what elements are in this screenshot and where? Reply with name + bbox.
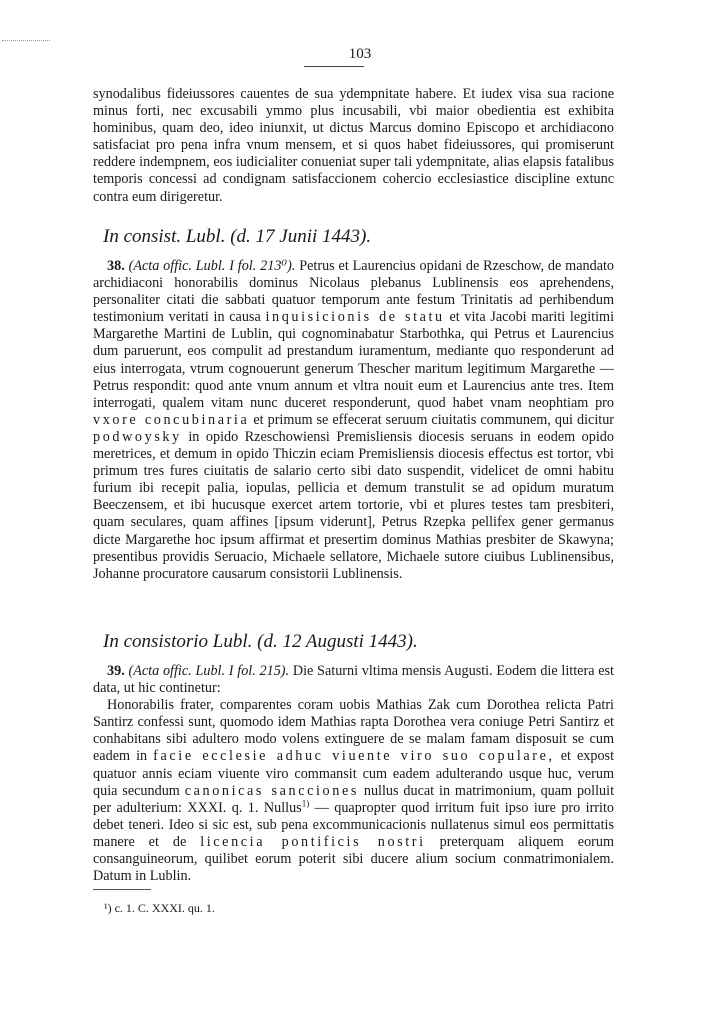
entry-38-source: (Acta offic. Lubl. I fol. 213⁰).: [128, 258, 296, 274]
entry-39: [93, 663, 614, 885]
continued-paragraph-text: synodalibus fideiussores cauentes de sua ydempnitate habere. Et iudex visa sua racione minus forti, nec excusabili ymmo plus incusabili, vbi maior obedientia est exhibita hominibus, quam deo, ideo iniunxit, ut dictus Marcus domino Episcopo et archidiacono satisfaciat pro pena infra vnum mensem, et si quos habet fideiussores, qui promiserunt reddere indempnem, eos iudicialiter conueniat super tali ydempnitate, alias elapsis fatalibus temporis concessi ad condignam satisfaccionem cohercio ecclesiastice discipline extunc contra eum dirigeretur.: [93, 86, 614, 205]
entry-39-text-3: nullus ducat in matrimonium, quam polluit per adulterium: XXXI. q. 1. Nullus: [93, 782, 615, 816]
entry-39-text-4: — quapropter quod irritum fuit ipso iure pro irrito debet teneri. Ideo si sic est, sub pena excommunicacionis nullatenus simul eos permittatis manere et de: [93, 799, 615, 850]
continued-paragraph: [93, 86, 614, 206]
entry-39-intro-text: Die Saturni vltima mensis Augusti. Eodem die littera est data, ut hic continetur:: [93, 663, 614, 697]
section-heading-2: In consistorio Lubl. (d. 12 Augusti 1443).: [103, 631, 418, 652]
entry-38-text-1: Petrus et Laurencius opidani de Rzeschow, de mandato archidiaconi honorabilis dominus Nicolaus plebanus Lublinensis eos aprehendens, personaliter citati die sabbati quatuor temporum ante festum Trinitatis ad perhibendum testimonium veritati in causa: [93, 258, 615, 326]
entry-39-text-2: et expost quatuor annis eciam viuente viro commansit cum eadem adulterando usque huc, verum quia secundum: [93, 748, 615, 799]
entry-38-spaced-2: vxore concubinaria: [93, 411, 250, 428]
page-number: 103: [348, 46, 372, 62]
entry-38-number: 38.: [107, 258, 125, 274]
entry-38-spaced-3: podwoysky: [93, 428, 182, 445]
footnote-marker: 1): [301, 798, 310, 809]
entry-39-source: (Acta offic. Lubl. I fol. 215).: [128, 663, 290, 679]
entry-39-spaced-1: facie ecclesie adhuc viuente viro suo copulare,: [153, 748, 555, 765]
entry-39-letter: [93, 697, 614, 885]
entry-38-text-3: et primum se effecerat seruum ciuitatis communem, qui dicitur: [253, 411, 615, 428]
entry-38-paragraph: [93, 258, 614, 583]
entry-39-spaced-2: canonicas sancciones: [184, 782, 359, 799]
margin-mark: [2, 40, 50, 44]
entry-38-spaced-1: inquisicionis de statu: [265, 309, 445, 326]
entry-39-text-1: Honorabilis frater, comparentes coram uobis Mathias Zak cum Dorothea relicta Patri Santirz confessi sunt, quomodo idem Mathias rapta Dorothea vera coniuge Petri Santirz et conhabitans sibi adultero modo volens extinguere de se malam famam disposuit se cum eadem in: [93, 697, 614, 765]
entry-39-intro: [93, 663, 614, 697]
entry-39-text-5: preterquam aliquem eorum consanguineorum, quilibet eorum poterit sibi ducere alium socium conmatrimonialem. Datum in Lublin.: [93, 833, 615, 885]
entry-38-text-2: et vita Jacobi mariti legitimi Margarethe Martini de Lublin, qui cognominabatur Starbothka, qui Petrus et Laurencius dum paruerunt, eos compulit ad prestandum iuramentum, mediante quo responderunt ad eius interrogata, vtrum cognouerunt generum Thescher maritum legitimum Margarethe — Petrus respondit: quod ante vnum annum et vltra nouit eum et Laurencius ante tres. Item interrogati, qualem vitam nunc duceret responderunt, quod habet vnam neophtiam pro: [93, 309, 615, 411]
entry-39-spaced-3: licencia pontificis nostri: [200, 833, 426, 850]
entry-38-text-4: in opido Rzeschowiensi Premisliensis diocesis seruans in eodem opido meretrices, et demum in opido Thiczin eciam Premisliensis diocesis effectus est tortor, vbi primum tres fures ciuitatis de salario certo sibi dato suspendit, videlicet de omni habitu furium ibi recepit palia, iopulas, pellicia et demum transtulit se ad opidum muratum Beeczensem, et ibi hucusque exercet artem tortorie, vbi et plures testes tam presbiteri, quam seculares, quam affines [ipsum viderunt], Petrus Rzepka pellifex gener germanus dicte Margarethe hoc ipsum affirmat et presertim dominus Mathias presbiter de Skawyna; presentibus providis Seruacio, Michaele sellatore, Michaele sutore ciuibus Lublinensibus, Johanne procuratore causarum consistorii Lublinensis.: [93, 428, 614, 582]
footnote: ¹) c. 1. C. XXXI. qu. 1.: [104, 901, 215, 915]
entry-38: [93, 258, 614, 583]
entry-39-number: 39.: [107, 663, 125, 679]
section-heading-1: In consist. Lubl. (d. 17 Junii 1443).: [103, 226, 372, 247]
footnote-rule: [93, 889, 151, 890]
page-number-rule: [304, 66, 364, 67]
